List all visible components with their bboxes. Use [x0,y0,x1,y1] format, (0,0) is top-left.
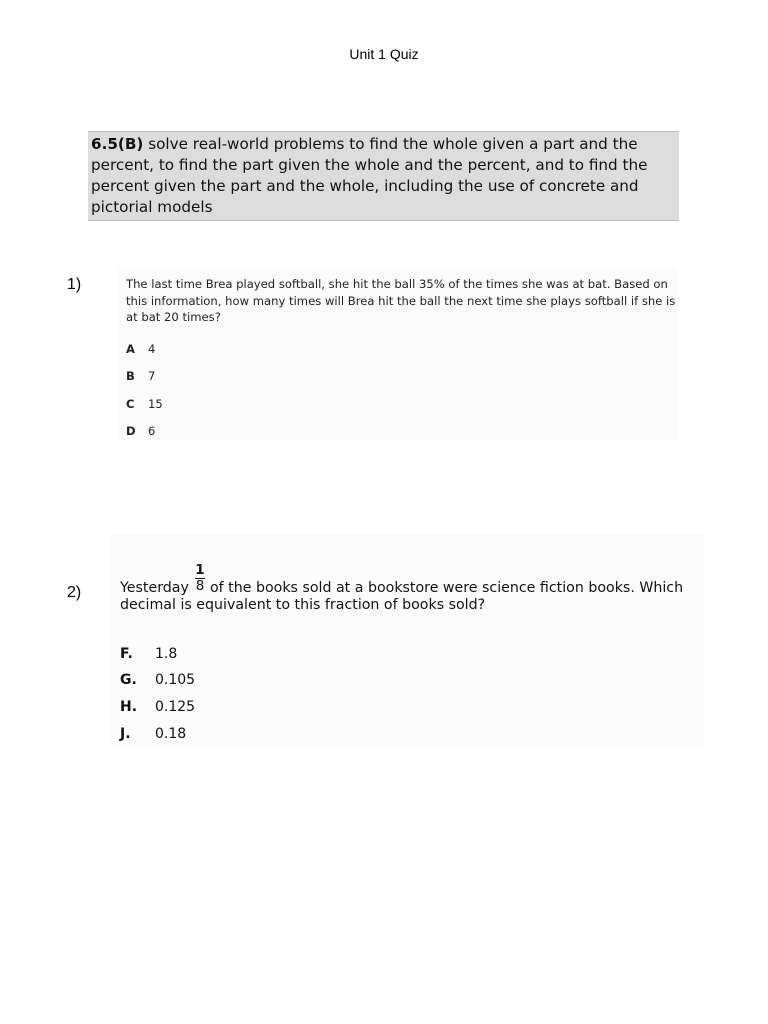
question-2-choice-h [120,699,195,715]
choice-value: 6 [148,424,156,438]
question-1-choice-d [126,424,155,438]
choice-letter: J. [120,726,131,742]
fraction-denominator: 8 [195,578,205,594]
question-1-choice-b [126,369,155,383]
standard-box [88,131,679,221]
choice-value: 0.125 [155,699,196,715]
choice-value: 1.8 [155,646,178,662]
choice-letter: F. [120,646,133,662]
choice-value: 0.105 [155,672,196,688]
choice-letter: D [126,424,136,438]
standard-code: 6.5(B) [91,135,144,153]
question-2-choice-g [120,672,195,688]
question-2-choice-f [120,646,177,662]
fraction-one-eighth [194,563,206,594]
choice-letter: B [126,369,135,383]
choice-letter: C [126,397,135,411]
page-title: Unit 1 Quiz [349,46,419,62]
question-2-number: 2) [67,584,82,601]
choice-value: 0.18 [155,726,187,742]
question-1-text: The last time Brea played softball, she hit the ball 35% of the times she was at bat. Based on this information, how many times will Brea hit the ball the next time she plays softball if she is at bat 20 times? [126,277,676,324]
question-2-text-before: Yesterday [120,580,189,596]
choice-letter: G. [120,672,137,688]
choice-letter: A [126,342,135,356]
choice-value: 7 [148,369,156,383]
question-2-text-after: of the books sold at a bookstore were science fiction books. Which [210,580,684,596]
choice-value: 15 [148,397,163,411]
fraction-numerator: 1 [195,562,205,578]
question-1-number: 1) [67,276,82,293]
choice-value: 4 [148,342,156,356]
choice-letter: H. [120,699,138,715]
question-2-text-line2: decimal is equivalent to this fraction of books sold? [120,597,486,613]
question-1-choice-a [126,342,155,356]
question-2-choice-j [120,726,186,742]
standard-description: solve real-world problems to find the whole given a part and the percent, to find the part given the whole and the percent, and to find the percent given the part and the whole, including the use of concrete and pictorial models [91,135,648,216]
question-1-choice-c [126,397,163,411]
